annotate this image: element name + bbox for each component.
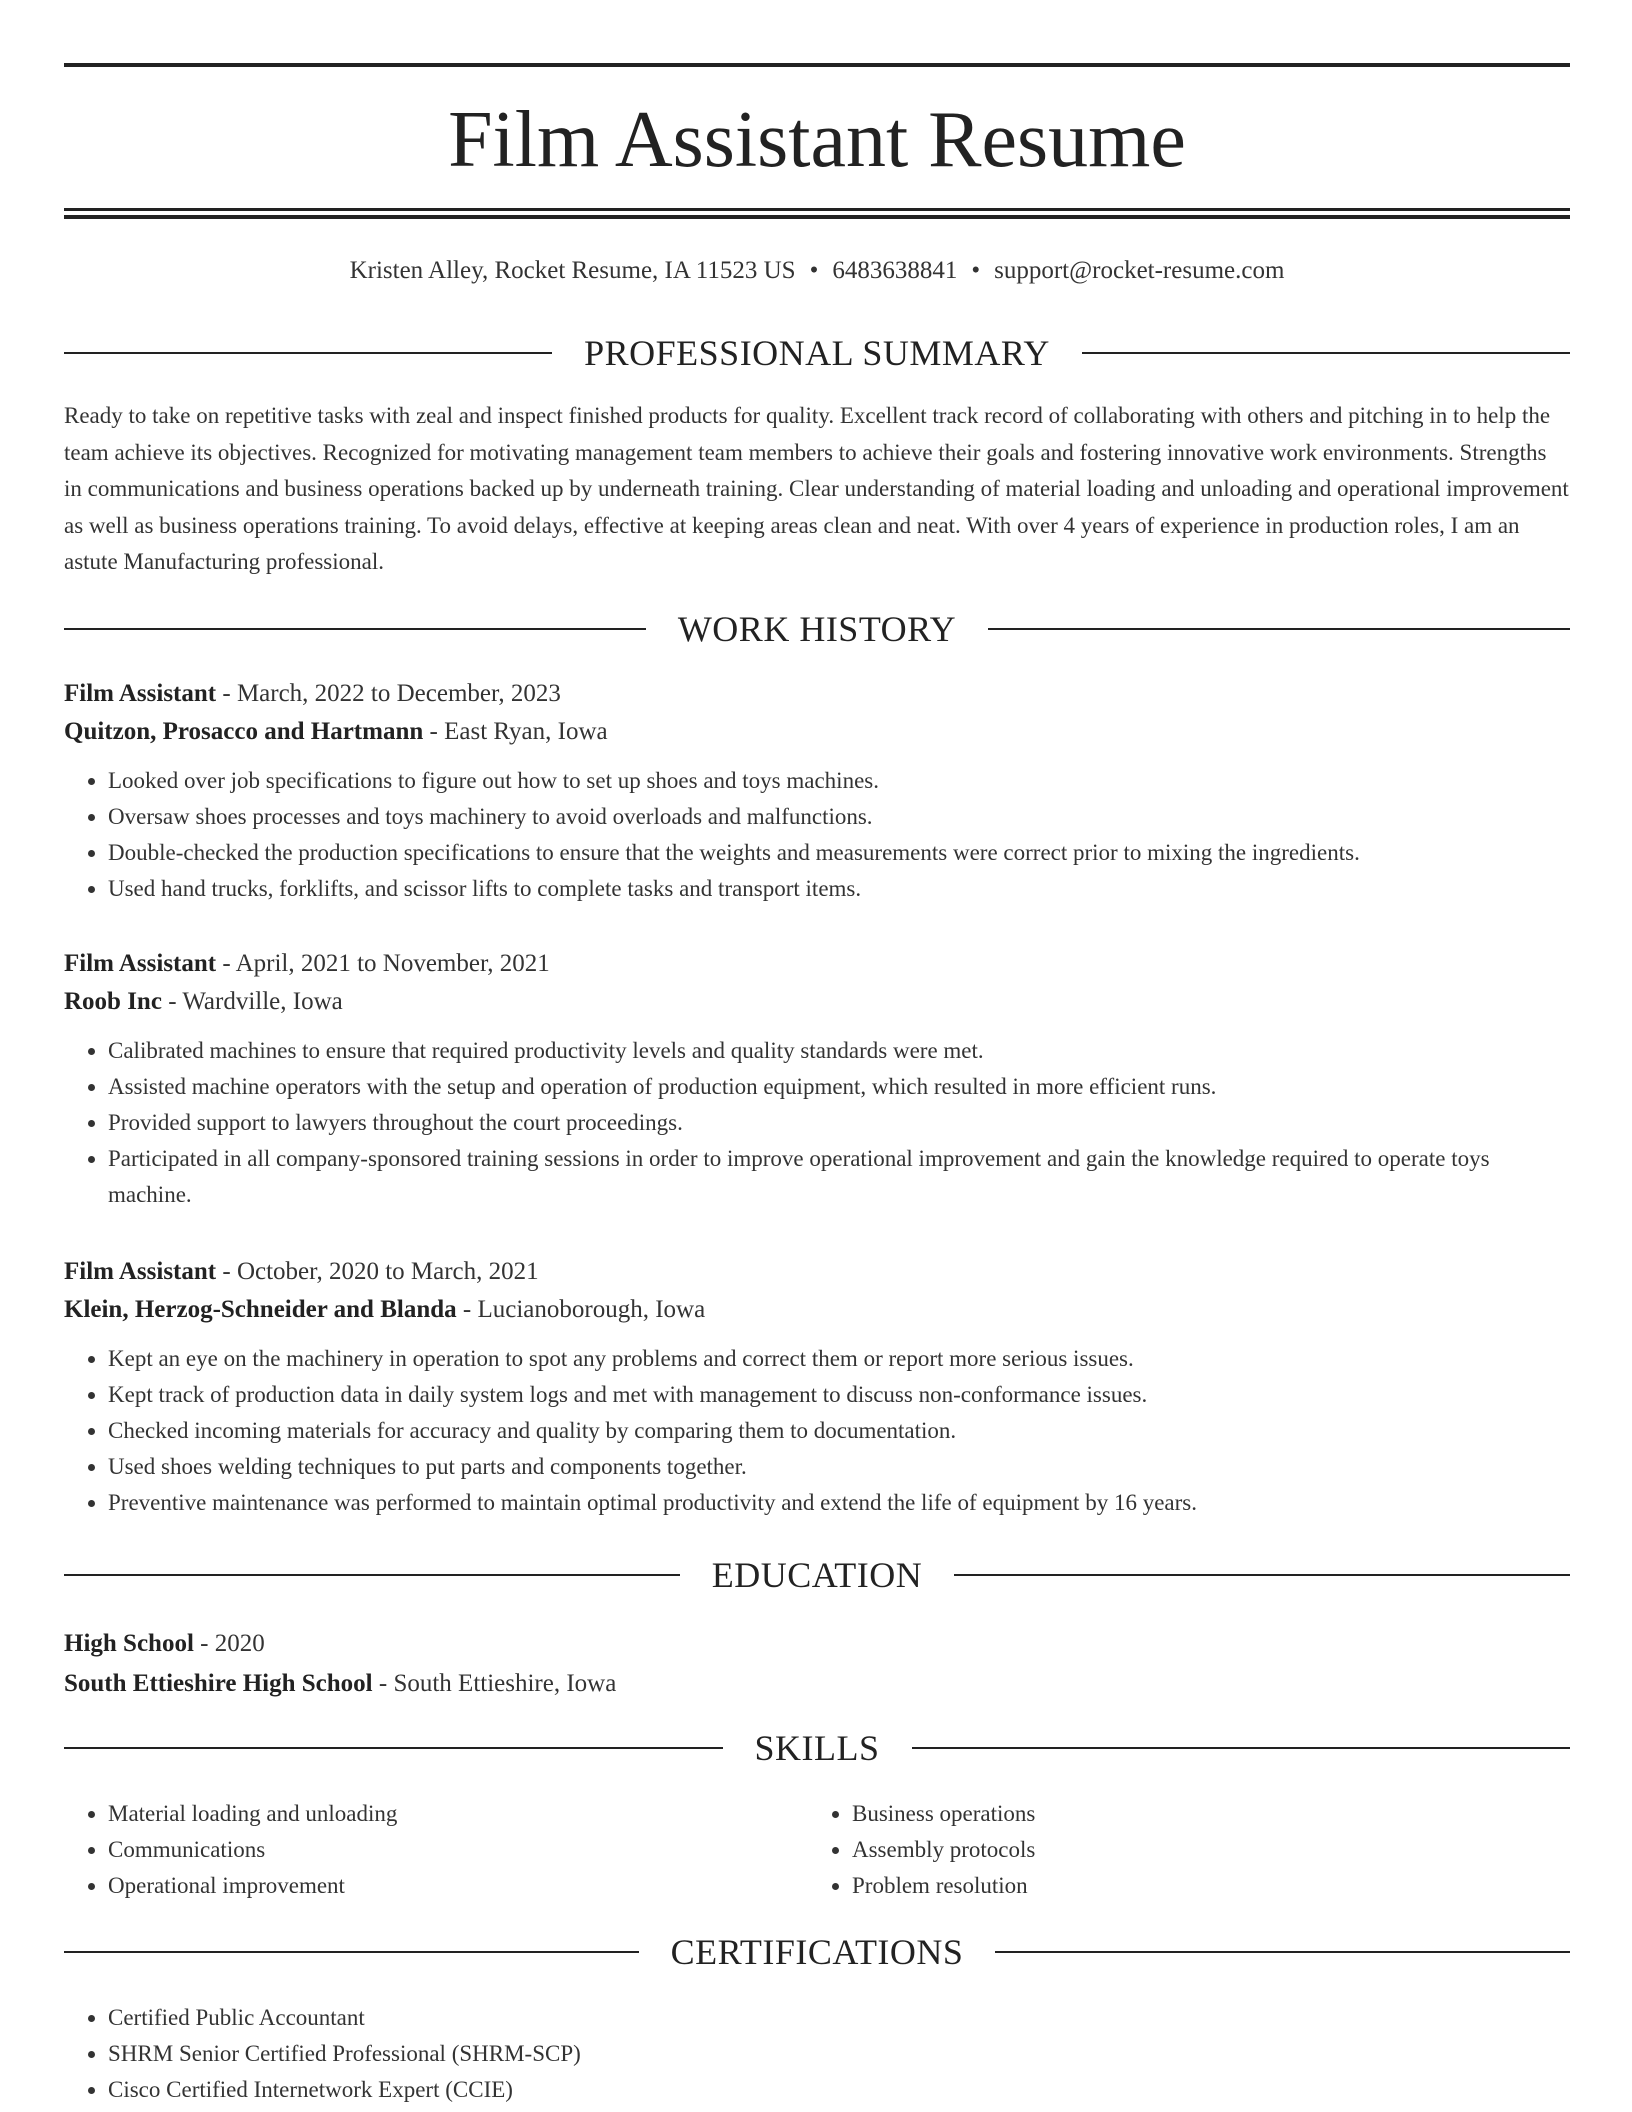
job-location: Lucianoborough, Iowa	[477, 1296, 706, 1323]
contact-separator: •	[971, 257, 981, 284]
heading-rule-right	[954, 1574, 1570, 1576]
heading-rule-left	[64, 1951, 639, 1953]
title-double-rule-upper	[64, 208, 1570, 211]
job-bullet: • Used hand trucks, forklifts, and scissor lifts to complete tasks and transport items.	[108, 871, 1570, 907]
job-bullet: • Used shoes welding techniques to put parts and components together.	[108, 1449, 1570, 1485]
contact-line	[64, 253, 1570, 289]
education-school: South Ettieshire High School	[64, 1670, 373, 1697]
skill-item: • Material loading and unloading	[108, 1796, 808, 1832]
job-bullets	[64, 1341, 1570, 1521]
job-bullet: • Kept track of production data in daily system logs and met with management to discuss non-conformance issues.	[108, 1377, 1570, 1413]
job-title: Film Assistant	[64, 1258, 217, 1285]
heading-rule-left	[64, 628, 646, 630]
section-heading-education	[64, 1550, 1570, 1600]
skill-item: • Communications	[108, 1832, 808, 1868]
certification-item: • SHRM Senior Certified Professional (SHRM-SCP)	[108, 2036, 1570, 2072]
section-title: CERTIFICATIONS	[670, 1932, 964, 1972]
job-entry	[64, 945, 1570, 1213]
job-dates: October, 2020 to March, 2021	[236, 1258, 539, 1285]
section-title: WORK HISTORY	[677, 609, 957, 649]
section-title: EDUCATION	[711, 1555, 923, 1595]
job-location: Wardville, Iowa	[182, 988, 343, 1015]
job-entry	[64, 1253, 1570, 1521]
education-year: 2020	[214, 1630, 265, 1657]
skill-item: • Operational improvement	[108, 1868, 808, 1904]
job-bullet: • Oversaw shoes processes and toys machinery to avoid overloads and malfunctions.	[108, 799, 1570, 835]
skill-item: • Problem resolution	[852, 1868, 1552, 1904]
contact-email: support@rocket-resume.com	[994, 257, 1285, 284]
certifications-list	[64, 2000, 1570, 2108]
job-company: Quitzon, Prosacco and Hartmann	[64, 718, 424, 745]
job-dates: April, 2021 to November, 2021	[235, 950, 550, 977]
education-entry	[64, 1624, 1570, 1704]
skill-item: • Assembly protocols	[852, 1832, 1552, 1868]
education-location: South Ettieshire, Iowa	[393, 1670, 617, 1697]
heading-rule-left	[64, 1747, 723, 1749]
certification-item: • Certified Public Accountant	[108, 2000, 1570, 2036]
skills-list	[64, 1796, 1570, 1904]
skill-item: • Business operations	[852, 1796, 1552, 1832]
job-bullet: • Participated in all company-sponsored training sessions in order to improve operational improvement and gain the knowledge required to operate toys machine.	[108, 1141, 1570, 1213]
section-heading-certifications	[64, 1927, 1570, 1977]
job-location: East Ryan, Iowa	[444, 718, 608, 745]
heading-rule-left	[64, 352, 552, 354]
job-bullet: • Kept an eye on the machinery in operation to spot any problems and correct them or report more serious issues.	[108, 1341, 1570, 1377]
dash: -	[222, 1258, 231, 1285]
dash: -	[222, 950, 231, 977]
section-heading-summary	[64, 328, 1570, 378]
contact-separator: •	[809, 257, 819, 284]
job-bullets	[64, 763, 1570, 907]
dash: -	[462, 1296, 472, 1323]
summary-paragraph: Ready to take on repetitive tasks with zeal and inspect finished products for quality. Excellent track record of collaborating with others and pitching in to help the team achieve its objectives. Recognized for motivating management team members to achieve their goals and fostering innovative work environments. Strengths in communications and business operations backed up by underneath training. Clear understanding of material loading and unloading and operational improvement as well as business operations training. To avoid delays, effective at keeping areas clean and neat. With over 4 years of experience in production roles, I am an astute Manufacturing professional.	[64, 403, 1569, 574]
heading-rule-right	[988, 628, 1570, 630]
job-dates: March, 2022 to December, 2023	[236, 680, 561, 707]
job-bullet: • Assisted machine operators with the setup and operation of production equipment, which resulted in more efficient runs.	[108, 1069, 1570, 1105]
section-title: SKILLS	[754, 1728, 880, 1768]
certification-item: • Cisco Certified Internetwork Expert (CCIE)	[108, 2072, 1570, 2108]
heading-rule-right	[1082, 352, 1570, 354]
section-heading-skills	[64, 1723, 1570, 1773]
dash: -	[429, 718, 438, 745]
job-company: Roob Inc	[64, 988, 162, 1015]
contact-address: Kristen Alley, Rocket Resume, IA 11523 US	[349, 257, 796, 284]
job-bullets	[64, 1033, 1570, 1213]
job-bullet: • Looked over job specifications to figure out how to set up shoes and toys machines.	[108, 763, 1570, 799]
job-bullet: • Provided support to lawyers throughout the court proceedings.	[108, 1105, 1570, 1141]
skills-column-right	[808, 1796, 1552, 1904]
section-heading-work-history	[64, 604, 1570, 654]
heading-rule-left	[64, 1574, 680, 1576]
education-degree: High School	[64, 1630, 194, 1657]
section-title: PROFESSIONAL SUMMARY	[584, 333, 1050, 373]
dash: -	[222, 680, 231, 707]
job-company: Klein, Herzog-Schneider and Blanda	[64, 1296, 457, 1323]
job-bullet: • Calibrated machines to ensure that required productivity levels and quality standards were met.	[108, 1033, 1570, 1069]
job-bullet: • Preventive maintenance was performed to maintain optimal productivity and extend the life of equipment by 16 years.	[108, 1485, 1570, 1521]
job-title: Film Assistant	[64, 680, 217, 707]
job-bullet: • Double-checked the production specifications to ensure that the weights and measurements were correct prior to mixing the ingredients.	[108, 835, 1570, 871]
contact-phone: 6483638841	[832, 257, 958, 284]
resume-title: Film Assistant Resume	[448, 96, 1186, 184]
top-rule	[64, 63, 1570, 67]
job-title: Film Assistant	[64, 950, 217, 977]
skills-column-left	[64, 1796, 808, 1904]
dash: -	[378, 1670, 388, 1697]
heading-rule-right	[995, 1951, 1570, 1953]
heading-rule-right	[912, 1747, 1571, 1749]
title-double-rule-lower	[64, 215, 1570, 219]
dash: -	[200, 1630, 209, 1657]
job-entry	[64, 675, 1570, 907]
job-bullet: • Checked incoming materials for accuracy and quality by comparing them to documentation.	[108, 1413, 1570, 1449]
dash: -	[168, 988, 177, 1015]
